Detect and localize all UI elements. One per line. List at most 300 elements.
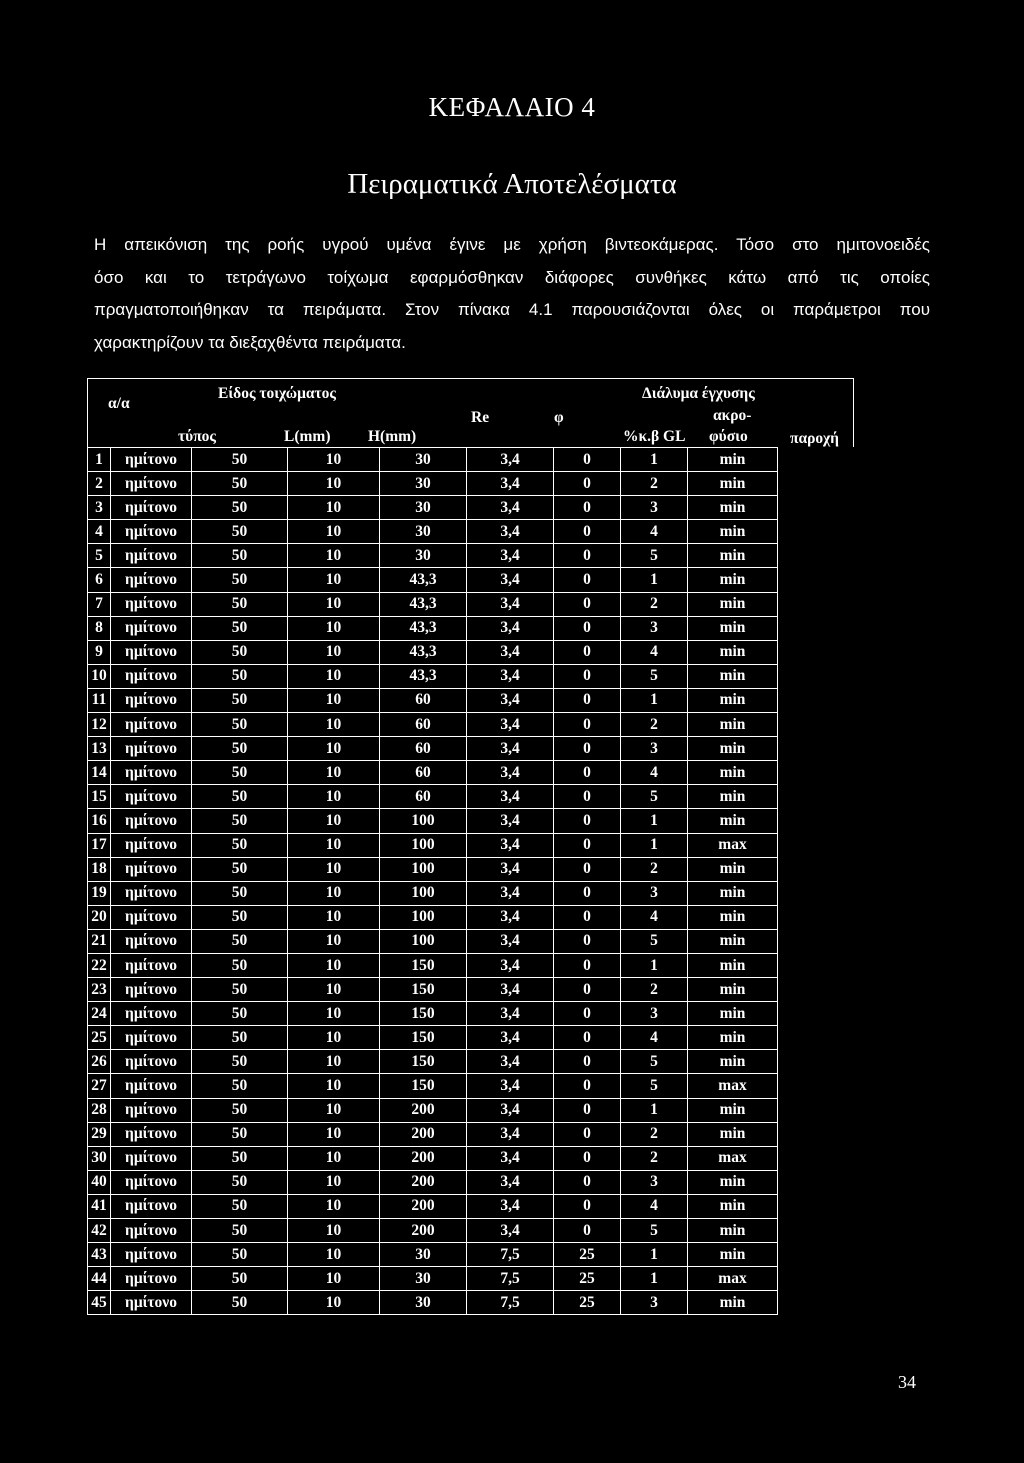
header-supply: παροχή [790,430,839,447]
cell-nozzle: 2 [621,472,688,496]
header-akro1: ακρο- [713,407,752,424]
cell-length-L: 50 [192,809,288,833]
cell-glycerol-pct: 0 [554,1122,621,1146]
cell-length-L: 50 [192,1291,288,1315]
cell-glycerol-pct: 0 [554,1219,621,1243]
section-title: Πειραματικά Αποτελέσματα [347,168,677,200]
cell-phi: 3,4 [467,592,554,616]
cell-row-index: 44 [88,1267,111,1291]
cell-phi: 3,4 [467,472,554,496]
cell-length-L: 50 [192,905,288,929]
cell-supply: min [688,472,778,496]
cell-height-H: 10 [288,929,380,953]
cell-reynolds: 100 [380,809,467,833]
cell-nozzle: 2 [621,857,688,881]
cell-glycerol-pct: 0 [554,1050,621,1074]
table-row [88,1267,778,1291]
cell-wall-type: ημίτονο [111,1050,192,1074]
cell-row-index: 28 [88,1098,111,1122]
cell-supply: max [688,833,778,857]
cell-supply: min [688,688,778,712]
cell-reynolds: 30 [380,544,467,568]
table-row [88,664,778,688]
cell-length-L: 50 [192,953,288,977]
cell-reynolds: 30 [380,496,467,520]
table-row [88,1074,778,1098]
cell-supply: min [688,1170,778,1194]
cell-reynolds: 43,3 [380,664,467,688]
cell-row-index: 4 [88,520,111,544]
cell-glycerol-pct: 0 [554,1002,621,1026]
cell-nozzle: 1 [621,448,688,472]
cell-wall-type: ημίτονο [111,953,192,977]
cell-supply: max [688,1074,778,1098]
cell-glycerol-pct: 0 [554,1098,621,1122]
cell-nozzle: 4 [621,905,688,929]
cell-reynolds: 150 [380,978,467,1002]
cell-row-index: 3 [88,496,111,520]
cell-supply: min [688,1291,778,1315]
cell-wall-type: ημίτονο [111,1146,192,1170]
cell-length-L: 50 [192,472,288,496]
cell-reynolds: 60 [380,737,467,761]
cell-height-H: 10 [288,1194,380,1218]
cell-wall-type: ημίτονο [111,544,192,568]
cell-wall-type: ημίτονο [111,1267,192,1291]
cell-nozzle: 4 [621,761,688,785]
cell-reynolds: 60 [380,688,467,712]
cell-glycerol-pct: 0 [554,664,621,688]
table-row [88,544,778,568]
cell-row-index: 29 [88,1122,111,1146]
cell-phi: 3,4 [467,1146,554,1170]
table-row [88,448,778,472]
cell-phi: 3,4 [467,1098,554,1122]
cell-length-L: 50 [192,1146,288,1170]
cell-wall-type: ημίτονο [111,737,192,761]
cell-phi: 3,4 [467,833,554,857]
cell-wall-type: ημίτονο [111,833,192,857]
cell-row-index: 1 [88,448,111,472]
cell-wall-type: ημίτονο [111,881,192,905]
table-row [88,496,778,520]
cell-row-index: 27 [88,1074,111,1098]
cell-glycerol-pct: 0 [554,978,621,1002]
cell-height-H: 10 [288,664,380,688]
paragraph-line: όσο και το τετράγωνο τοίχωμα εφαρμόσθηκαν διάφορες συνθήκες κάτω από τις οποίες [94,267,930,287]
cell-glycerol-pct: 0 [554,592,621,616]
cell-nozzle: 4 [621,520,688,544]
cell-glycerol-pct: 0 [554,881,621,905]
cell-length-L: 50 [192,1002,288,1026]
cell-reynolds: 30 [380,472,467,496]
table-row [88,929,778,953]
cell-supply: max [688,1267,778,1291]
table-row [88,1122,778,1146]
cell-supply: min [688,905,778,929]
cell-glycerol-pct: 0 [554,737,621,761]
cell-length-L: 50 [192,1098,288,1122]
cell-glycerol-pct: 0 [554,905,621,929]
cell-nozzle: 5 [621,1050,688,1074]
cell-length-L: 50 [192,1122,288,1146]
header-type: τύπος [178,428,216,445]
cell-supply: min [688,616,778,640]
cell-length-L: 50 [192,1170,288,1194]
cell-phi: 3,4 [467,857,554,881]
cell-row-index: 43 [88,1243,111,1267]
cell-height-H: 10 [288,1098,380,1122]
cell-glycerol-pct: 0 [554,1074,621,1098]
cell-glycerol-pct: 25 [554,1243,621,1267]
cell-glycerol-pct: 0 [554,616,621,640]
cell-row-index: 8 [88,616,111,640]
cell-height-H: 10 [288,785,380,809]
cell-nozzle: 3 [621,881,688,905]
cell-row-index: 5 [88,544,111,568]
header-H: H(mm) [368,428,417,445]
cell-supply: min [688,544,778,568]
cell-length-L: 50 [192,1194,288,1218]
cell-wall-type: ημίτονο [111,688,192,712]
cell-glycerol-pct: 0 [554,472,621,496]
cell-phi: 3,4 [467,1050,554,1074]
cell-length-L: 50 [192,664,288,688]
cell-supply: min [688,1194,778,1218]
cell-length-L: 50 [192,520,288,544]
cell-phi: 7,5 [467,1267,554,1291]
cell-phi: 3,4 [467,616,554,640]
cell-reynolds: 200 [380,1098,467,1122]
cell-row-index: 42 [88,1219,111,1243]
cell-glycerol-pct: 0 [554,809,621,833]
cell-phi: 3,4 [467,953,554,977]
cell-wall-type: ημίτονο [111,1098,192,1122]
cell-wall-type: ημίτονο [111,1194,192,1218]
cell-phi: 7,5 [467,1291,554,1315]
cell-row-index: 22 [88,953,111,977]
cell-wall-type: ημίτονο [111,1074,192,1098]
cell-supply: min [688,953,778,977]
cell-wall-type: ημίτονο [111,1291,192,1315]
cell-phi: 3,4 [467,448,554,472]
cell-wall-type: ημίτονο [111,568,192,592]
header-Re: Re [471,409,490,426]
cell-height-H: 10 [288,496,380,520]
cell-phi: 3,4 [467,664,554,688]
cell-row-index: 14 [88,761,111,785]
cell-height-H: 10 [288,616,380,640]
cell-nozzle: 1 [621,568,688,592]
cell-phi: 7,5 [467,1243,554,1267]
header-akro2: φύσιο [709,428,748,445]
cell-phi: 3,4 [467,785,554,809]
cell-reynolds: 43,3 [380,616,467,640]
cell-height-H: 10 [288,1267,380,1291]
table-row [88,1026,778,1050]
cell-row-index: 40 [88,1170,111,1194]
cell-wall-type: ημίτονο [111,857,192,881]
cell-row-index: 16 [88,809,111,833]
cell-height-H: 10 [288,857,380,881]
cell-nozzle: 1 [621,1243,688,1267]
cell-phi: 3,4 [467,809,554,833]
cell-phi: 3,4 [467,1002,554,1026]
cell-reynolds: 150 [380,1050,467,1074]
cell-reynolds: 30 [380,520,467,544]
cell-glycerol-pct: 0 [554,1146,621,1170]
cell-nozzle: 5 [621,664,688,688]
paragraph-line: χαρακτηρίζουν τα διεξαχθέντα πειράματα. [94,332,406,352]
cell-length-L: 50 [192,881,288,905]
cell-wall-type: ημίτονο [111,761,192,785]
chapter-heading: ΚΕΦΑΛΑΙΟ 4 [428,92,596,122]
cell-phi: 3,4 [467,737,554,761]
cell-reynolds: 150 [380,953,467,977]
cell-nozzle: 3 [621,1170,688,1194]
cell-phi: 3,4 [467,1194,554,1218]
cell-supply: min [688,592,778,616]
cell-length-L: 50 [192,978,288,1002]
table-row [88,1146,778,1170]
cell-reynolds: 100 [380,929,467,953]
cell-length-L: 50 [192,640,288,664]
cell-wall-type: ημίτονο [111,448,192,472]
cell-phi: 3,4 [467,713,554,737]
cell-phi: 3,4 [467,881,554,905]
cell-row-index: 30 [88,1146,111,1170]
cell-phi: 3,4 [467,1170,554,1194]
cell-reynolds: 43,3 [380,592,467,616]
cell-length-L: 50 [192,544,288,568]
cell-wall-type: ημίτονο [111,664,192,688]
cell-supply: min [688,520,778,544]
header-wall-type: Είδος τοιχώματος [218,385,336,402]
cell-glycerol-pct: 0 [554,640,621,664]
cell-supply: min [688,1002,778,1026]
cell-nozzle: 1 [621,1267,688,1291]
table-row [88,688,778,712]
experiments-table [87,447,778,1315]
cell-reynolds: 100 [380,905,467,929]
table-row [88,568,778,592]
table-row [88,953,778,977]
cell-supply: min [688,664,778,688]
cell-reynolds: 43,3 [380,640,467,664]
cell-length-L: 50 [192,929,288,953]
intro-paragraph [94,229,930,359]
paragraph-line: πραγματοποιήθηκαν τα πειράματα. Στον πίνακα 4.1 παρουσιάζονται όλες οι παράμετροι που [94,300,930,320]
cell-nozzle: 4 [621,1026,688,1050]
cell-height-H: 10 [288,1291,380,1315]
cell-wall-type: ημίτονο [111,1219,192,1243]
cell-nozzle: 1 [621,688,688,712]
cell-length-L: 50 [192,737,288,761]
cell-nozzle: 3 [621,496,688,520]
cell-glycerol-pct: 25 [554,1291,621,1315]
table-row [88,520,778,544]
cell-height-H: 10 [288,953,380,977]
cell-nozzle: 1 [621,809,688,833]
table-row [88,1002,778,1026]
cell-glycerol-pct: 0 [554,1026,621,1050]
cell-height-H: 10 [288,1170,380,1194]
cell-nozzle: 4 [621,640,688,664]
cell-length-L: 50 [192,616,288,640]
cell-supply: max [688,1146,778,1170]
cell-supply: min [688,761,778,785]
cell-row-index: 2 [88,472,111,496]
table-row [88,737,778,761]
cell-wall-type: ημίτονο [111,520,192,544]
table-row [88,785,778,809]
cell-height-H: 10 [288,905,380,929]
cell-nozzle: 2 [621,592,688,616]
cell-supply: min [688,1219,778,1243]
cell-nozzle: 5 [621,785,688,809]
cell-height-H: 10 [288,640,380,664]
table-row [88,809,778,833]
cell-wall-type: ημίτονο [111,1026,192,1050]
header-aa: α/α [108,395,130,412]
cell-height-H: 10 [288,1002,380,1026]
cell-length-L: 50 [192,713,288,737]
cell-phi: 3,4 [467,1074,554,1098]
cell-nozzle: 1 [621,953,688,977]
cell-nozzle: 3 [621,616,688,640]
cell-glycerol-pct: 0 [554,857,621,881]
cell-phi: 3,4 [467,688,554,712]
page-number: 34 [898,1372,916,1392]
cell-nozzle: 2 [621,1146,688,1170]
cell-phi: 3,4 [467,496,554,520]
cell-wall-type: ημίτονο [111,472,192,496]
cell-length-L: 50 [192,496,288,520]
cell-glycerol-pct: 0 [554,929,621,953]
cell-height-H: 10 [288,737,380,761]
cell-wall-type: ημίτονο [111,978,192,1002]
cell-glycerol-pct: 0 [554,761,621,785]
cell-length-L: 50 [192,857,288,881]
cell-height-H: 10 [288,448,380,472]
cell-glycerol-pct: 0 [554,953,621,977]
cell-height-H: 10 [288,1074,380,1098]
cell-glycerol-pct: 0 [554,568,621,592]
cell-wall-type: ημίτονο [111,1122,192,1146]
table-row [88,1098,778,1122]
cell-length-L: 50 [192,448,288,472]
cell-reynolds: 100 [380,833,467,857]
cell-height-H: 10 [288,881,380,905]
cell-row-index: 9 [88,640,111,664]
cell-length-L: 50 [192,1050,288,1074]
cell-row-index: 7 [88,592,111,616]
table-row [88,905,778,929]
cell-supply: min [688,1026,778,1050]
cell-height-H: 10 [288,1146,380,1170]
cell-glycerol-pct: 0 [554,544,621,568]
cell-length-L: 50 [192,688,288,712]
cell-row-index: 24 [88,1002,111,1026]
cell-glycerol-pct: 0 [554,496,621,520]
cell-row-index: 45 [88,1291,111,1315]
cell-wall-type: ημίτονο [111,616,192,640]
header-solution: Διάλυμα έγχυσης [642,385,755,402]
cell-length-L: 50 [192,1074,288,1098]
cell-supply: min [688,737,778,761]
paragraph-line: Η απεικόνιση της ροής υγρού υμένα έγινε με χρήση βιντεοκάμερας. Τόσο στο ημιτονοειδές [94,235,930,254]
cell-row-index: 15 [88,785,111,809]
cell-reynolds: 30 [380,1243,467,1267]
cell-supply: min [688,640,778,664]
cell-nozzle: 5 [621,1219,688,1243]
cell-height-H: 10 [288,1243,380,1267]
cell-length-L: 50 [192,1026,288,1050]
cell-reynolds: 60 [380,713,467,737]
table-row [88,592,778,616]
cell-reynolds: 30 [380,1267,467,1291]
cell-wall-type: ημίτονο [111,1002,192,1026]
cell-reynolds: 100 [380,881,467,905]
cell-glycerol-pct: 25 [554,1267,621,1291]
cell-supply: min [688,568,778,592]
cell-nozzle: 3 [621,737,688,761]
cell-height-H: 10 [288,978,380,1002]
cell-length-L: 50 [192,1219,288,1243]
table-header [87,378,854,447]
cell-reynolds: 60 [380,785,467,809]
cell-wall-type: ημίτονο [111,905,192,929]
cell-reynolds: 200 [380,1122,467,1146]
cell-supply: min [688,496,778,520]
cell-nozzle: 1 [621,833,688,857]
cell-row-index: 13 [88,737,111,761]
cell-height-H: 10 [288,568,380,592]
cell-nozzle: 1 [621,1098,688,1122]
cell-row-index: 26 [88,1050,111,1074]
cell-reynolds: 200 [380,1194,467,1218]
cell-height-H: 10 [288,688,380,712]
cell-supply: min [688,881,778,905]
cell-glycerol-pct: 0 [554,1194,621,1218]
table-row [88,640,778,664]
cell-supply: min [688,1098,778,1122]
cell-nozzle: 2 [621,978,688,1002]
cell-wall-type: ημίτονο [111,809,192,833]
cell-reynolds: 30 [380,448,467,472]
cell-phi: 3,4 [467,905,554,929]
cell-wall-type: ημίτονο [111,785,192,809]
cell-row-index: 19 [88,881,111,905]
cell-nozzle: 5 [621,929,688,953]
cell-wall-type: ημίτονο [111,713,192,737]
cell-height-H: 10 [288,472,380,496]
cell-nozzle: 5 [621,1074,688,1098]
table-row [88,1291,778,1315]
cell-wall-type: ημίτονο [111,1243,192,1267]
table-row [88,1243,778,1267]
cell-glycerol-pct: 0 [554,713,621,737]
cell-supply: min [688,978,778,1002]
cell-row-index: 21 [88,929,111,953]
cell-phi: 3,4 [467,640,554,664]
cell-wall-type: ημίτονο [111,1170,192,1194]
cell-row-index: 10 [88,664,111,688]
cell-reynolds: 150 [380,1074,467,1098]
cell-glycerol-pct: 0 [554,520,621,544]
cell-supply: min [688,713,778,737]
cell-height-H: 10 [288,761,380,785]
